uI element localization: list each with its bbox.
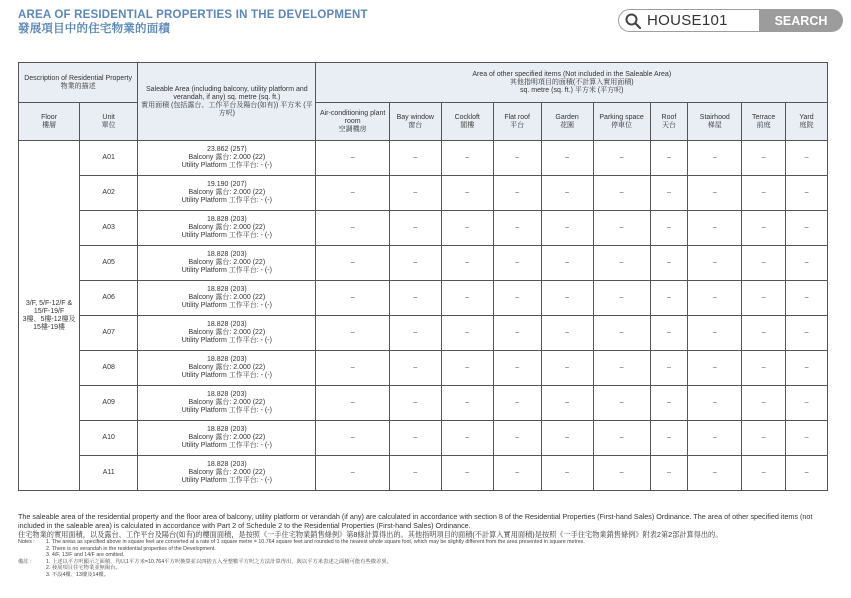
saleable-utility: Utility Platform 工作平台: - (-)	[181, 442, 272, 449]
unit-cell: A07	[80, 316, 138, 351]
item-value-cell: –	[688, 386, 742, 421]
saleable-area: 18.828 (203)	[206, 356, 247, 363]
item-value-cell: –	[493, 351, 541, 386]
page-title	[18, 8, 368, 36]
item-value-cell: –	[650, 386, 688, 421]
note-item: 1. The areas as specified above in square feet are converted at a rate of 1 square metre = 10.764 square feet and rounded to the nearest whole square foot, which may be slightly different from the area presented in square metres.	[46, 539, 585, 545]
item-value-cell: –	[389, 281, 441, 316]
saleable-balcony: Balcony 露台: 2.000 (22)	[188, 364, 266, 371]
item-value-cell: –	[541, 246, 593, 281]
saleable-area-cell	[138, 456, 316, 491]
saleable-utility: Utility Platform 工作平台: - (-)	[181, 232, 272, 239]
item-value-cell: –	[389, 316, 441, 351]
table-row	[19, 456, 828, 491]
item-value-cell: –	[316, 456, 389, 491]
table-row	[19, 211, 828, 246]
item-value-cell: –	[441, 141, 493, 176]
item-value-cell: –	[493, 386, 541, 421]
item-value-cell: –	[786, 281, 828, 316]
search-value: HOUSE101	[647, 12, 728, 29]
item-header-zh: 梯屋	[707, 121, 722, 129]
description-header-en: Description of Residential Property	[24, 74, 132, 82]
note-item: 3. 不設4樓、13樓及14樓。	[46, 571, 109, 578]
item-value-cell: –	[742, 386, 786, 421]
item-value-cell: –	[541, 386, 593, 421]
item-value-cell: –	[441, 281, 493, 316]
unit-header	[80, 103, 138, 141]
saleable-area: 18.828 (203)	[206, 251, 247, 258]
item-value-cell: –	[389, 246, 441, 281]
item-header-zh: 閣樓	[460, 121, 475, 129]
floor-header	[19, 103, 80, 141]
item-value-cell: –	[786, 351, 828, 386]
unit-cell: A08	[80, 351, 138, 386]
item-value-cell: –	[688, 141, 742, 176]
item-header-zh: 花園	[560, 121, 575, 129]
table-row	[19, 246, 828, 281]
note-item: 2. 發展項目住宅物業並無陽台。	[46, 565, 121, 571]
description-header-zh: 物業的描述	[60, 82, 96, 90]
item-header-en: Garden	[555, 113, 579, 121]
saleable-area-cell	[138, 386, 316, 421]
item-value-cell: –	[786, 421, 828, 456]
item-header	[786, 103, 828, 141]
item-header-en: Parking space	[599, 113, 644, 121]
item-value-cell: –	[593, 351, 650, 386]
page-title-zh: 發展項目中的住宅物業的面積	[18, 23, 171, 35]
saleable-area-cell	[138, 351, 316, 386]
item-value-cell: –	[316, 421, 389, 456]
item-value-cell: –	[593, 176, 650, 211]
item-value-cell: –	[786, 141, 828, 176]
item-value-cell: –	[389, 456, 441, 491]
item-value-cell: –	[493, 211, 541, 246]
item-value-cell: –	[441, 456, 493, 491]
search-icon	[625, 13, 641, 29]
item-value-cell: –	[541, 176, 593, 211]
saleable-area-header	[138, 63, 316, 141]
item-value-cell: –	[593, 246, 650, 281]
floor-label-en: 3/F, 5/F-12/F & 15/F-19/F	[25, 299, 73, 315]
item-value-cell: –	[593, 386, 650, 421]
saleable-area-cell	[138, 246, 316, 281]
unit-header-zh: 單位	[101, 121, 116, 129]
item-header-en: Stairhood	[699, 113, 730, 121]
item-value-cell: –	[493, 456, 541, 491]
unit-cell: A06	[80, 281, 138, 316]
item-value-cell: –	[742, 316, 786, 351]
notes-section	[18, 512, 833, 578]
item-value-cell: –	[742, 246, 786, 281]
saleable-balcony: Balcony 露台: 2.000 (22)	[188, 294, 266, 301]
item-value-cell: –	[493, 281, 541, 316]
item-value-cell: –	[316, 211, 389, 246]
item-value-cell: –	[441, 351, 493, 386]
table-row	[19, 176, 828, 211]
item-header-en: Terrace	[751, 113, 776, 121]
saleable-area-cell	[138, 176, 316, 211]
description-header	[19, 63, 138, 103]
item-header	[688, 103, 742, 141]
saleable-balcony: Balcony 露台: 2.000 (22)	[188, 154, 266, 161]
saleable-header-zh: 實用面積 (包括露台、工作平台及陽台(如有)) 平方米 (平方呎)	[141, 101, 313, 117]
saleable-balcony: Balcony 露台: 2.000 (22)	[188, 224, 266, 231]
search-input[interactable]	[618, 9, 759, 32]
item-value-cell: –	[316, 316, 389, 351]
saleable-balcony: Balcony 露台: 2.000 (22)	[188, 259, 266, 266]
saleable-area: 18.828 (203)	[206, 321, 247, 328]
search-bar	[618, 9, 843, 32]
other-header-unit: sq. metre (sq. ft.) 平方米 (平方呎)	[520, 86, 624, 94]
table-row	[19, 351, 828, 386]
item-value-cell: –	[541, 281, 593, 316]
item-value-cell: –	[593, 421, 650, 456]
item-header	[493, 103, 541, 141]
notes-paragraph-en: The saleable area of the residential property and the floor area of balcony, utility platform or verandah (if any) are calculated in accordance with section 8 of the Residential Properties (First-hand Sales) Ordinance. The area of other specified items (not included in the saleable area) is calculated in accordance with Part 2 of Schedule 2 to the Residential Properties (First-hand Sales) Ordinance.	[18, 512, 813, 530]
saleable-balcony: Balcony 露台: 2.000 (22)	[188, 329, 266, 336]
item-header-en: Air-conditioning plant room	[319, 109, 386, 125]
item-value-cell: –	[441, 246, 493, 281]
item-value-cell: –	[541, 141, 593, 176]
floor-header-zh: 樓層	[42, 121, 57, 129]
saleable-area: 23.862 (257)	[206, 146, 247, 153]
unit-cell: A09	[80, 386, 138, 421]
saleable-utility: Utility Platform 工作平台: - (-)	[181, 197, 272, 204]
saleable-utility: Utility Platform 工作平台: - (-)	[181, 267, 272, 274]
item-value-cell: –	[742, 421, 786, 456]
item-value-cell: –	[742, 281, 786, 316]
item-value-cell: –	[786, 316, 828, 351]
saleable-area: 19.190 (207)	[206, 181, 247, 188]
item-header-zh: 窗台	[408, 121, 423, 129]
saleable-area-cell	[138, 421, 316, 456]
item-value-cell: –	[316, 351, 389, 386]
notes-label-zh: 備註 :	[18, 558, 32, 565]
item-value-cell: –	[389, 421, 441, 456]
item-value-cell: –	[786, 246, 828, 281]
table-row	[19, 421, 828, 456]
notes-label-en: Notes :	[18, 539, 35, 545]
item-header-en: Bay window	[396, 113, 434, 121]
item-value-cell: –	[688, 456, 742, 491]
item-header	[650, 103, 688, 141]
item-value-cell: –	[389, 141, 441, 176]
item-value-cell: –	[786, 456, 828, 491]
unit-cell: A01	[80, 141, 138, 176]
item-value-cell: –	[493, 421, 541, 456]
notes-en	[18, 539, 833, 559]
other-header-en: Area of other specified items (Not included in the Saleable Area)	[472, 70, 672, 78]
item-header	[742, 103, 786, 141]
item-header-zh: 庭院	[799, 121, 814, 129]
item-value-cell: –	[688, 176, 742, 211]
item-value-cell: –	[441, 386, 493, 421]
item-value-cell: –	[593, 141, 650, 176]
unit-cell: A02	[80, 176, 138, 211]
saleable-utility: Utility Platform 工作平台: - (-)	[181, 337, 272, 344]
item-value-cell: –	[650, 211, 688, 246]
unit-cell: A11	[80, 456, 138, 491]
saleable-area: 18.828 (203)	[206, 426, 247, 433]
item-value-cell: –	[316, 176, 389, 211]
item-value-cell: –	[688, 211, 742, 246]
item-value-cell: –	[650, 281, 688, 316]
table-row	[19, 281, 828, 316]
item-value-cell: –	[541, 421, 593, 456]
saleable-balcony: Balcony 露台: 2.000 (22)	[188, 434, 266, 441]
saleable-area: 18.828 (203)	[206, 461, 247, 468]
item-value-cell: –	[650, 351, 688, 386]
item-value-cell: –	[493, 176, 541, 211]
search-button[interactable]: SEARCH	[759, 9, 843, 32]
item-value-cell: –	[650, 421, 688, 456]
item-value-cell: –	[493, 316, 541, 351]
item-value-cell: –	[786, 176, 828, 211]
saleable-balcony: Balcony 露台: 2.000 (22)	[188, 469, 266, 476]
saleable-area-cell	[138, 211, 316, 246]
floor-cell	[19, 141, 80, 491]
item-header-en: Yard	[799, 113, 814, 121]
item-value-cell: –	[389, 386, 441, 421]
item-value-cell: –	[650, 141, 688, 176]
item-value-cell: –	[441, 421, 493, 456]
saleable-utility: Utility Platform 工作平台: - (-)	[181, 372, 272, 379]
item-header	[389, 103, 441, 141]
item-value-cell: –	[593, 316, 650, 351]
item-value-cell: –	[650, 456, 688, 491]
note-item: 3. 4/F, 13/F and 14/F are omitted.	[46, 552, 125, 558]
item-value-cell: –	[742, 141, 786, 176]
floor-header-en: Floor	[41, 113, 58, 121]
item-value-cell: –	[493, 246, 541, 281]
note-item: 2. There is no verandah in the residential properties of the Development.	[46, 545, 216, 552]
item-value-cell: –	[389, 211, 441, 246]
item-header-zh: 天台	[661, 121, 676, 129]
unit-cell: A05	[80, 246, 138, 281]
item-value-cell: –	[316, 281, 389, 316]
item-value-cell: –	[541, 456, 593, 491]
item-value-cell: –	[650, 176, 688, 211]
item-header-zh: 前庭	[756, 121, 771, 129]
table-row	[19, 316, 828, 351]
item-header-en: Roof	[661, 113, 677, 121]
saleable-area-cell	[138, 316, 316, 351]
notes-list-zh	[46, 559, 392, 579]
item-header	[441, 103, 493, 141]
item-header-en: Flat roof	[504, 113, 530, 121]
saleable-area: 18.828 (203)	[206, 286, 247, 293]
item-value-cell: –	[316, 386, 389, 421]
item-value-cell: –	[786, 211, 828, 246]
item-value-cell: –	[441, 211, 493, 246]
notes-zh	[18, 559, 833, 579]
item-value-cell: –	[541, 351, 593, 386]
notes-list-en	[46, 539, 585, 559]
other-items-header	[316, 63, 828, 103]
item-value-cell: –	[688, 316, 742, 351]
item-header-zh: 停車位	[611, 121, 633, 129]
area-table	[18, 62, 828, 491]
saleable-header-en: Saleable Area (including balcony, utility platform and verandah, if any) sq. metre (sq. ft.)	[145, 85, 308, 101]
item-header-zh: 空調機房	[338, 125, 367, 133]
note-item: 1. 上述以平方呎顯示之面積，均以1平方米=10.764平方呎換算並以四捨五入至整數平方呎之方法計算得出，與以平方米表述之面積可能有些微差異。	[46, 558, 392, 565]
item-value-cell: –	[688, 351, 742, 386]
item-value-cell: –	[316, 246, 389, 281]
item-value-cell: –	[493, 141, 541, 176]
saleable-utility: Utility Platform 工作平台: - (-)	[181, 477, 272, 484]
saleable-utility: Utility Platform 工作平台: - (-)	[181, 162, 272, 169]
item-header	[541, 103, 593, 141]
table-row	[19, 386, 828, 421]
item-value-cell: –	[742, 351, 786, 386]
item-value-cell: –	[650, 316, 688, 351]
unit-cell: A03	[80, 211, 138, 246]
item-value-cell: –	[441, 316, 493, 351]
saleable-balcony: Balcony 露台: 2.000 (22)	[188, 399, 266, 406]
table-row	[19, 141, 828, 176]
item-value-cell: –	[541, 316, 593, 351]
item-value-cell: –	[742, 176, 786, 211]
item-value-cell: –	[688, 246, 742, 281]
saleable-utility: Utility Platform 工作平台: - (-)	[181, 407, 272, 414]
floor-label-zh: 3樓、5樓-12樓及15樓-19樓	[22, 315, 76, 331]
item-value-cell: –	[688, 421, 742, 456]
item-value-cell: –	[389, 176, 441, 211]
item-value-cell: –	[389, 351, 441, 386]
item-value-cell: –	[541, 211, 593, 246]
item-value-cell: –	[316, 141, 389, 176]
saleable-area: 18.828 (203)	[206, 216, 247, 223]
notes-paragraph-zh: 住宅物業的實用面積，以及露台、工作平台及陽台(如有)的樓面面積，是按照《一手住宅物業銷售條例》第8條計算得出的。其他指明項目的面積(不計算入實用面積)是按照《一手住宅物業銷售條例》附表2第2部計算得出的。	[18, 530, 723, 539]
item-header-zh: 平台	[510, 121, 525, 129]
saleable-balcony: Balcony 露台: 2.000 (22)	[188, 189, 266, 196]
item-value-cell: –	[441, 176, 493, 211]
item-value-cell: –	[742, 456, 786, 491]
item-value-cell: –	[688, 281, 742, 316]
saleable-area-cell	[138, 141, 316, 176]
item-value-cell: –	[786, 386, 828, 421]
item-value-cell: –	[593, 211, 650, 246]
unit-header-en: Unit	[102, 113, 115, 121]
item-header-en: Cockloft	[454, 113, 480, 121]
item-value-cell: –	[593, 456, 650, 491]
saleable-area: 18.828 (203)	[206, 391, 247, 398]
item-header	[593, 103, 650, 141]
page-title-en: AREA OF RESIDENTIAL PROPERTIES IN THE DEVELOPMENT	[18, 9, 368, 21]
saleable-area-cell	[138, 281, 316, 316]
other-header-zh: 其他指明項目的面積(不計算入實用面積)	[509, 78, 634, 86]
item-value-cell: –	[742, 211, 786, 246]
unit-cell: A10	[80, 421, 138, 456]
item-value-cell: –	[650, 246, 688, 281]
item-header	[316, 103, 389, 141]
saleable-utility: Utility Platform 工作平台: - (-)	[181, 302, 272, 309]
item-value-cell: –	[593, 281, 650, 316]
